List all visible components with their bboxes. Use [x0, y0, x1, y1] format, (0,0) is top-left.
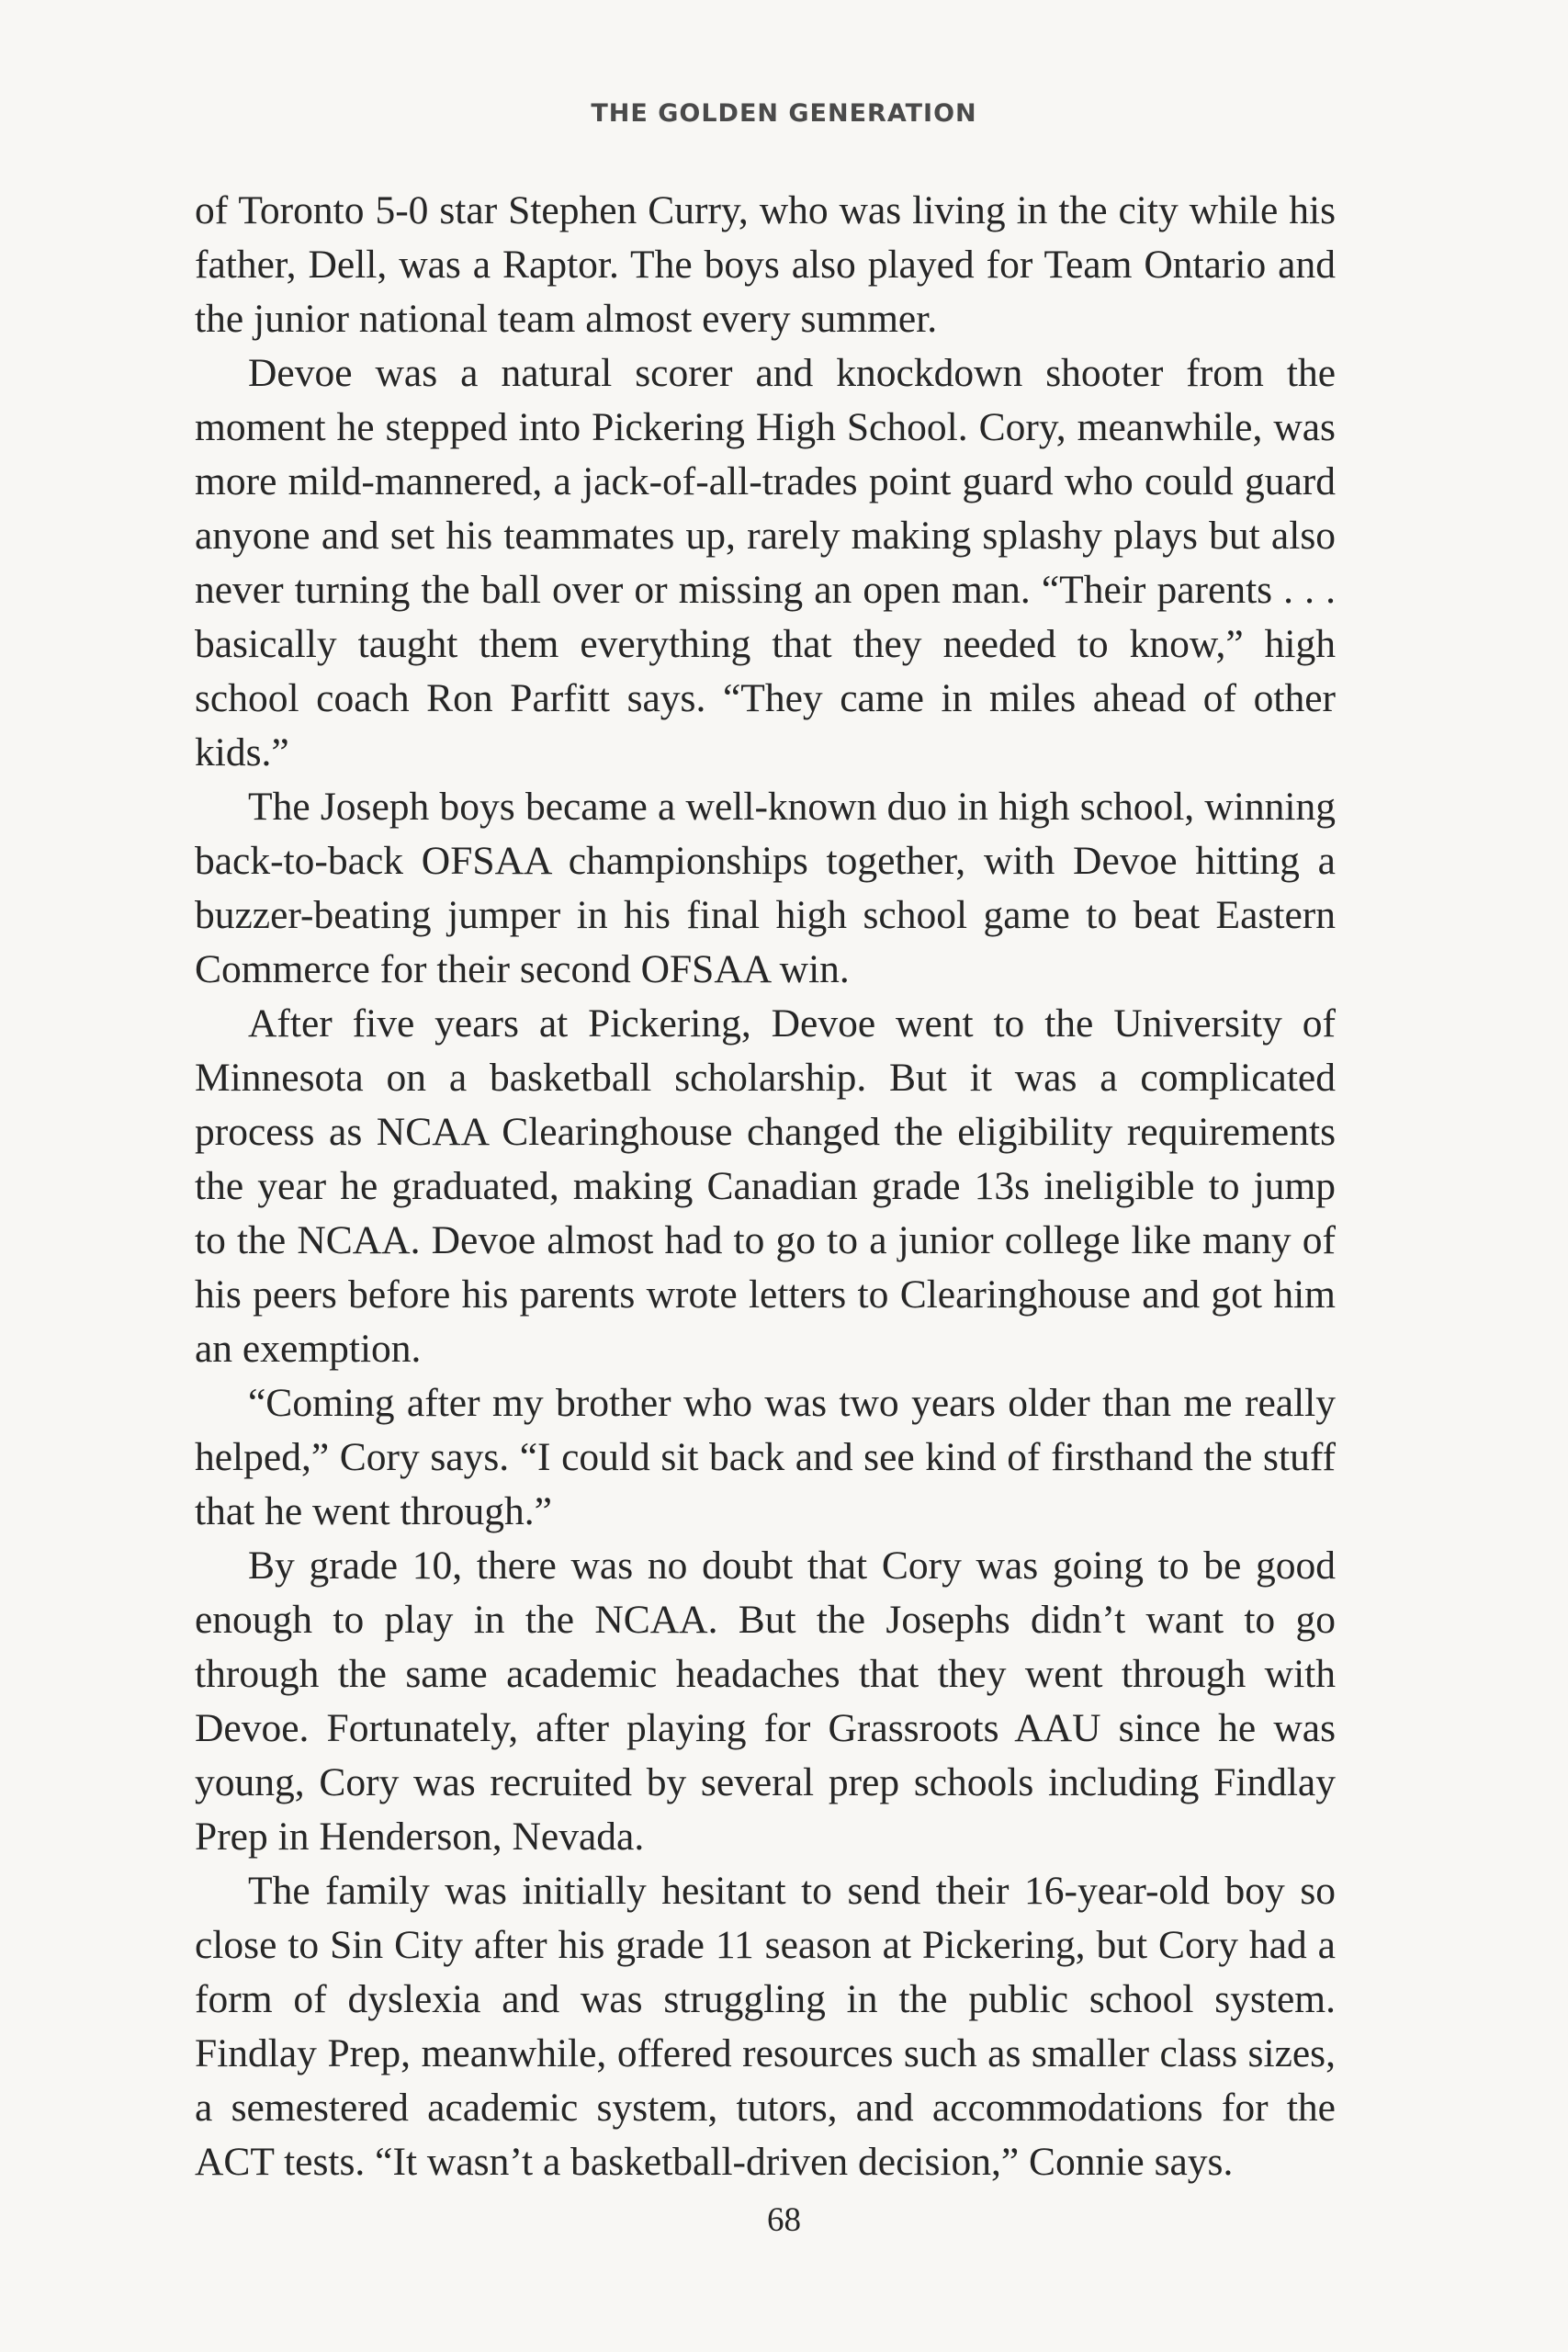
body-text: [195, 184, 1336, 2189]
paragraph: By grade 10, there was no doubt that Cory was going to be good enough to play in the NCAA. But the Josephs didn’t want to go through the same academic headaches that they went through with Devoe. Fortunately, after playing for Grassroots AAU since he was young, Cory was recruited by several prep schools including Findlay Prep in Henderson, Nevada.: [195, 1544, 1336, 1859]
paragraph: The Joseph boys became a well-known duo in high school, winning back-to-back OFSAA championships together, with Devoe hitting a buzzer-beating jumper in his final high school game to beat Eastern Commerce for their second OFSAA win.: [195, 785, 1336, 991]
paragraph: of Toronto 5-0 star Stephen Curry, who was living in the city while his father, Dell, was a Raptor. The boys also played for Team Ontario and the junior national team almost every summer.: [195, 188, 1336, 341]
paragraph: “Coming after my brother who was two years older than me really helped,” Cory says. “I could sit back and see kind of firsthand the stuff that he went through.”: [195, 1381, 1336, 1533]
page-number: 68: [767, 2201, 801, 2239]
running-head: THE GOLDEN GENERATION: [591, 99, 977, 128]
paragraph: Devoe was a natural scorer and knockdown shooter from the moment he stepped into Pickering High School. Cory, meanwhile, was more mild-mannered, a jack-of-all-trades point guard who could guard anyone and set his teammates up, rarely making splashy plays but also never turning the ball over or missing an open man. “Their parents . . . basically taught them everything that they needed to know,” high school coach Ron Parfitt says. “They came in miles ahead of other kids.”: [195, 351, 1336, 775]
paragraph: After five years at Pickering, Devoe went to the University of Minnesota on a basketball scholarship. But it was a complicated process as NCAA Clearinghouse changed the eligibility requirements the year he graduated, making Canadian grade 13s ineligible to jump to the NCAA. Devoe almost had to go to a junior college like many of his peers before his parents wrote letters to Clearinghouse and got him an exemption.: [195, 1001, 1336, 1371]
paragraph: The family was initially hesitant to send their 16-year-old boy so close to Sin City after his grade 11 season at Pickering, but Cory had a form of dyslexia and was struggling in the public school system. Findlay Prep, meanwhile, offered resources such as smaller class sizes, a semestered academic system, tutors, and accommodations for the ACT tests. “It wasn’t a basketball-driven decision,” Connie says.: [195, 1869, 1336, 2184]
